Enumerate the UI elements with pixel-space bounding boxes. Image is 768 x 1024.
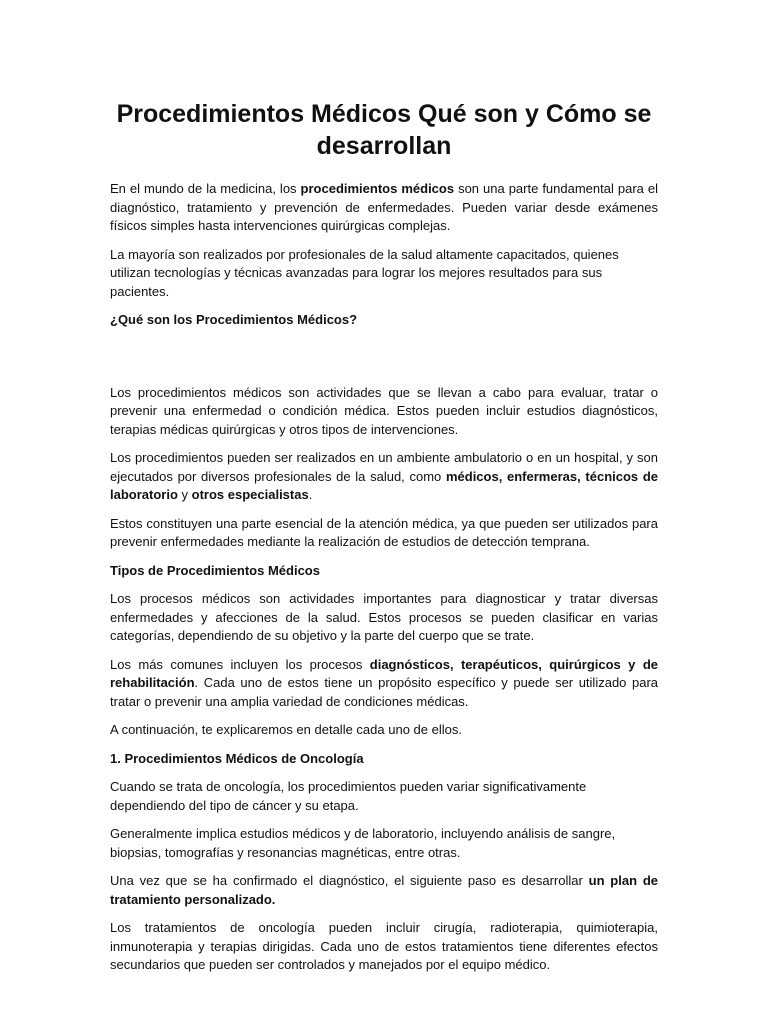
bold-text: un plan de tratamiento personalizado. bbox=[110, 873, 658, 907]
section-heading-oncologia: 1. Procedimientos Médicos de Oncología bbox=[110, 750, 364, 766]
section1-paragraph-2 bbox=[110, 449, 658, 505]
text-run: y bbox=[177, 487, 192, 502]
text-run: Una vez que se ha confirmado el diagnóstico, el siguiente paso es desarrollar bbox=[110, 873, 589, 888]
text-run: Los procedimientos pueden ser realizados en un ambiente ambulatorio o en un hospital, y son ejecutados por diversos profesionales de la salud, como bbox=[110, 450, 658, 484]
section3-paragraph-2: Generalmente implica estudios médicos y de laboratorio, incluyendo análisis de sangre, biopsias, tomografías y resonancias magnéticas, entre otras. bbox=[110, 826, 616, 860]
text-run: En el mundo de la medicina, los bbox=[110, 181, 301, 196]
section3-paragraph-4: Los tratamientos de oncología pueden incluir cirugía, radioterapia, quimioterapia, inmunoterapia y terapias dirigidas. Cada uno de estos tratamientos tiene diferentes efectos secundarios que pueden ser controlados y manejados por el equipo médico. bbox=[110, 920, 658, 972]
section2-paragraph-3: A continuación, te explicaremos en detalle cada uno de ellos. bbox=[110, 722, 462, 737]
section3-paragraph-3 bbox=[110, 872, 658, 909]
section2-paragraph-2 bbox=[110, 656, 658, 712]
document-page bbox=[110, 98, 658, 985]
section-heading-que-son: ¿Qué son los Procedimientos Médicos? bbox=[110, 312, 358, 327]
intro-paragraph-1 bbox=[110, 180, 658, 236]
bold-text: médicos, enfermeras, técnicos de laboratorio bbox=[110, 468, 659, 502]
text-run: . Cada uno de estos tiene un propósito específico y puede ser utilizado para tratar o prevenir una amplia variedad de condiciones médicas. bbox=[110, 675, 658, 709]
page-title: Procedimientos Médicos Qué son y Cómo se desarrollan bbox=[116, 100, 652, 160]
section-heading-tipos: Tipos de Procedimientos Médicos bbox=[110, 562, 320, 578]
section1-paragraph-1: Los procedimientos médicos son actividades que se llevan a cabo para evaluar, tratar o prevenir una enfermedad o condición médica. Estos pueden incluir estudios diagnósticos, terapias médicas quirúrgicas y otros tipos de intervenciones. bbox=[110, 384, 658, 437]
blank-space bbox=[110, 340, 658, 384]
section2-paragraph-1: Los procesos médicos son actividades importantes para diagnosticar y tratar diversas enfermedades y afecciones de la salud. Estos procesos se pueden clasificar en varias categorías, dependiendo de su objetivo y la parte del cuerpo que se trate. bbox=[110, 591, 658, 643]
text-run: son una parte fundamental para el diagnóstico, tratamiento y prevención de enfermedades. Pueden variar desde exámenes físicos simples hasta intervenciones quirúrgicas complejas. bbox=[110, 181, 658, 233]
section1-paragraph-3: Estos constituyen una parte esencial de la atención médica, ya que pueden ser utilizados para prevenir enfermedades mediante la realización de estudios de detección temprana. bbox=[110, 515, 658, 549]
section3-paragraph-1: Cuando se trata de oncología, los procedimientos pueden variar significativamente dependiendo del tipo de cáncer y su etapa. bbox=[110, 779, 587, 813]
text-run: Los más comunes incluyen los procesos bbox=[110, 656, 370, 672]
bold-text: diagnósticos, terapéuticos, quirúrgicos y de rehabilitación bbox=[110, 656, 658, 690]
bold-text: otros especialistas bbox=[191, 487, 309, 502]
bold-text: procedimientos médicos bbox=[300, 181, 455, 196]
intro-paragraph-2: La mayoría son realizados por profesionales de la salud altamente capacitados, quienes utilizan tecnologías y técnicas avanzadas para lograr los mejores resultados para sus pacientes. bbox=[110, 246, 619, 299]
text-run: . bbox=[308, 487, 313, 502]
